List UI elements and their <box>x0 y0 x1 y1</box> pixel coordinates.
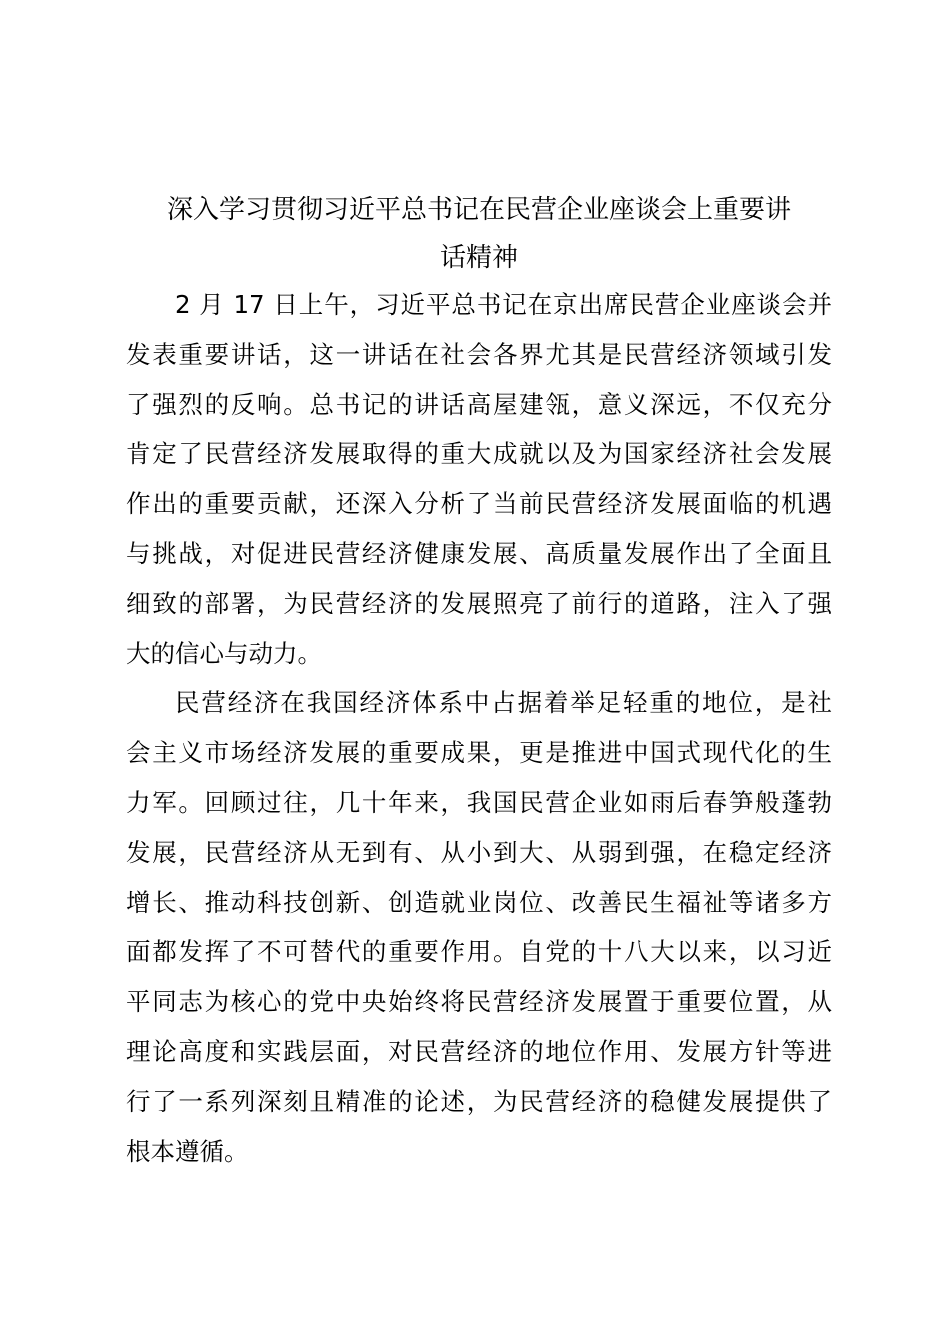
paragraph-line: 发表重要讲话，这一讲话在社会各界尤其是民营经济领域引发 <box>126 339 832 369</box>
title-line-2: 话精神 <box>439 243 518 273</box>
title-line-1: 深入学习贯彻习近平总书记在民营企业座谈会上重要讲 <box>166 195 791 225</box>
paragraph-line: 发展，民营经济从无到有、从小到大、从弱到强，在稳定经济 <box>126 837 832 867</box>
paragraph-1 <box>126 280 832 678</box>
paragraph-line: 面都发挥了不可替代的重要作用。自党的十八大以来，以习近 <box>126 937 832 967</box>
paragraph-line: 增长、推动科技创新、创造就业岗位、改善民生福祉等诸多方 <box>126 887 832 917</box>
paragraph-line: 肯定了民营经济发展取得的重大成就以及为国家经济社会发展 <box>126 439 832 469</box>
paragraph-line: 力军。回顾过往，几十年来，我国民营企业如雨后春笋般蓬勃 <box>126 787 832 817</box>
paragraph-line: 根本遵循。 <box>126 1136 249 1166</box>
paragraph-2 <box>126 678 832 1176</box>
paragraph-line: 2 月 17 日上午，习近平总书记在京出席民营企业座谈会并 <box>175 290 832 319</box>
paragraph-line: 平同志为核心的党中央始终将民营经济发展置于重要位置，从 <box>126 987 832 1017</box>
paragraph-line: 与挑战，对促进民营经济健康发展、高质量发展作出了全面且 <box>126 538 832 568</box>
paragraph-line: 了强烈的反响。总书记的讲话高屋建瓴，意义深远，不仅充分 <box>126 389 832 419</box>
document-title <box>126 186 832 282</box>
paragraph-line: 理论高度和实践层面，对民营经济的地位作用、发展方针等进 <box>126 1036 832 1066</box>
paragraph-line: 会主义市场经济发展的重要成果，更是推进中国式现代化的生 <box>126 738 832 768</box>
paragraph-line: 民营经济在我国经济体系中占据着举足轻重的地位，是社 <box>175 688 832 718</box>
paragraph-line: 细致的部署，为民营经济的发展照亮了前行的道路，注入了强 <box>126 588 832 618</box>
paragraph-line: 大的信心与动力。 <box>126 638 322 668</box>
document-body <box>126 280 832 1176</box>
paragraph-line: 行了一系列深刻且精准的论述，为民营经济的稳健发展提供了 <box>126 1086 832 1116</box>
paragraph-line: 作出的重要贡献，还深入分析了当前民营经济发展面临的机遇 <box>126 489 832 519</box>
